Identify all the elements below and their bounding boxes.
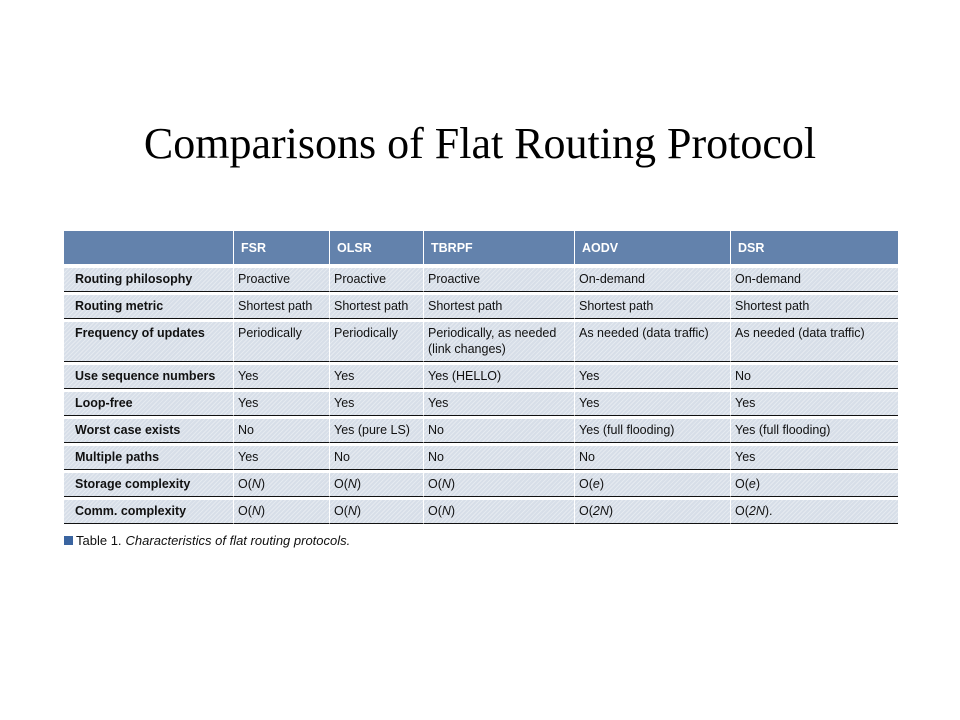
table-cell: Proactive [233, 264, 329, 292]
table-cell: Shortest path [730, 292, 898, 319]
complexity-variable: e [748, 477, 756, 491]
header-cell-dsr: DSR [730, 231, 898, 264]
table-cell: Yes [233, 443, 329, 470]
header-row [64, 231, 898, 264]
table-cell: No [730, 362, 898, 389]
table-cell: Yes (pure LS) [329, 416, 423, 443]
header-cell-fsr: FSR [233, 231, 329, 264]
table-cell: No [233, 416, 329, 443]
comparison-table [64, 231, 898, 524]
table-cell: Yes [329, 362, 423, 389]
table-cell: O(N) [423, 470, 574, 497]
header-cell-aodv: AODV [574, 231, 730, 264]
table-cell: O(N) [329, 497, 423, 524]
table-cell: Yes (HELLO) [423, 362, 574, 389]
row-label: Multiple paths [64, 443, 233, 470]
complexity-variable: N [347, 504, 357, 518]
table-cell: As needed (data traffic) [574, 319, 730, 362]
table-cell: Yes [329, 389, 423, 416]
caption-text: Characteristics of flat routing protocols. [125, 533, 351, 548]
table-cell: Proactive [423, 264, 574, 292]
table-cell: O(2N). [730, 497, 898, 524]
table-caption [64, 533, 898, 548]
row-label: Loop-free [64, 389, 233, 416]
table-row [64, 443, 898, 470]
table-cell: O(e) [574, 470, 730, 497]
table-cell: Yes [730, 443, 898, 470]
complexity-variable: e [592, 477, 600, 491]
row-label: Use sequence numbers [64, 362, 233, 389]
row-label: Routing metric [64, 292, 233, 319]
table-cell: O(2N) [574, 497, 730, 524]
table-row [64, 470, 898, 497]
table-cell: Yes [574, 362, 730, 389]
table-cell: Yes [233, 362, 329, 389]
table-cell: Shortest path [329, 292, 423, 319]
complexity-variable: 2N [748, 504, 765, 518]
table-cell: On-demand [730, 264, 898, 292]
complexity-variable: N [441, 477, 451, 491]
table-cell: No [423, 443, 574, 470]
complexity-variable: N [251, 504, 261, 518]
table-cell: Shortest path [423, 292, 574, 319]
table-cell: Yes [423, 389, 574, 416]
table-cell: Periodically, as needed (link changes) [423, 319, 574, 362]
header-cell-tbrpf: TBRPF [423, 231, 574, 264]
table-cell: Yes [233, 389, 329, 416]
table-cell: Periodically [233, 319, 329, 362]
table-cell: As needed (data traffic) [730, 319, 898, 362]
table-cell: Shortest path [574, 292, 730, 319]
table-row [64, 497, 898, 524]
table-cell: Yes (full flooding) [730, 416, 898, 443]
row-label: Routing philosophy [64, 264, 233, 292]
caption-label: Table 1. [76, 533, 122, 548]
table-cell: O(e) [730, 470, 898, 497]
table-cell: Periodically [329, 319, 423, 362]
table-row [64, 292, 898, 319]
table-row [64, 319, 898, 362]
table-header [64, 231, 898, 264]
table-cell: Yes [730, 389, 898, 416]
table-cell: On-demand [574, 264, 730, 292]
complexity-variable: N [251, 477, 261, 491]
header-cell-blank [64, 231, 233, 264]
table-cell: Shortest path [233, 292, 329, 319]
table-cell: O(N) [233, 497, 329, 524]
table-cell: O(N) [329, 470, 423, 497]
table-row [64, 264, 898, 292]
row-label: Frequency of updates [64, 319, 233, 362]
row-label: Storage complexity [64, 470, 233, 497]
complexity-variable: N [441, 504, 451, 518]
header-cell-olsr: OLSR [329, 231, 423, 264]
table-cell: No [423, 416, 574, 443]
table-row [64, 389, 898, 416]
complexity-variable: N [347, 477, 357, 491]
table-cell: O(N) [233, 470, 329, 497]
table-row [64, 362, 898, 389]
caption-square-icon [64, 536, 73, 545]
table-row [64, 416, 898, 443]
table-body [64, 264, 898, 524]
slide-title: Comparisons of Flat Routing Protocol [143, 119, 817, 168]
table-cell: Yes [574, 389, 730, 416]
row-label: Worst case exists [64, 416, 233, 443]
complexity-variable: 2N [592, 504, 609, 518]
table-cell: O(N) [423, 497, 574, 524]
comparison-table-container [64, 231, 898, 548]
table-cell: No [574, 443, 730, 470]
table-cell: Yes (full flooding) [574, 416, 730, 443]
row-label: Comm. complexity [64, 497, 233, 524]
table-cell: Proactive [329, 264, 423, 292]
table-cell: No [329, 443, 423, 470]
